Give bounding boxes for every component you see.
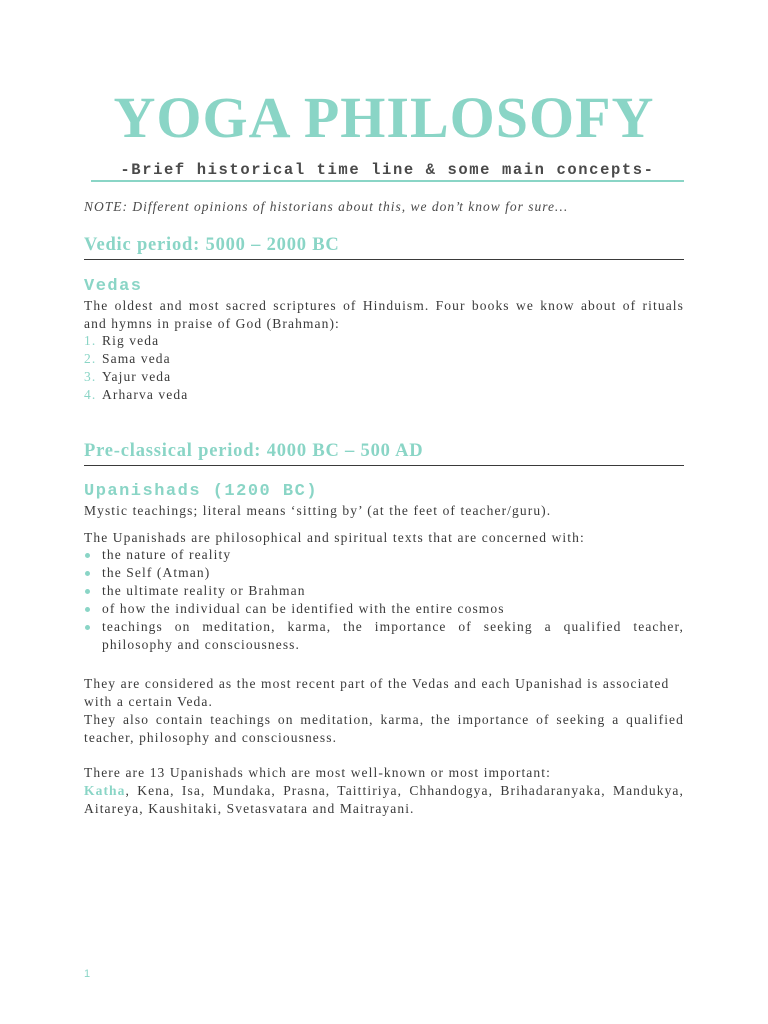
upanishads-names (84, 782, 684, 818)
upanishad-names-rest: , Kena, Isa, Mundaka, Prasna, Taittiriya, Chhandogya, Brihadaranyaka, Mandukya, Aitareya, Kaushitaki, Svetasvatara and Maitrayani. (84, 783, 684, 816)
document-page (84, 0, 684, 1024)
list-number: 1. (84, 333, 97, 348)
vedas-heading: Vedas (84, 277, 143, 296)
list-item-text: of how the individual can be identified with the entire cosmos (102, 601, 505, 616)
list-number: 4. (84, 387, 97, 402)
upanishads-concerns-list (84, 546, 684, 654)
upanishads-meaning: Mystic teachings; literal means ‘sitting by’ (at the feet of teacher/guru). (84, 503, 552, 518)
list-item-text: teachings on meditation, karma, the importance of seeking a qualified teacher, philosophy and consciousness. (102, 619, 684, 652)
bullet-dot (85, 553, 90, 558)
list-number: 2. (84, 351, 97, 366)
list-item (84, 582, 684, 600)
list-item-text: Yajur veda (102, 369, 172, 384)
bullet-dot (85, 625, 90, 630)
upanishads-recent-part: They are considered as the most recent part of the Vedas and each Upanishad is associated with a certain Veda. (84, 676, 670, 709)
list-item (84, 546, 684, 564)
list-item (84, 350, 684, 368)
list-item (84, 600, 684, 618)
vedic-period-heading: Vedic period: 5000 – 2000 BC (84, 233, 684, 260)
list-item-text: the Self (Atman) (102, 565, 211, 580)
list-item (84, 564, 684, 582)
upanishads-heading: Upanishads (1200 BC) (84, 482, 319, 501)
subtitle-underline (91, 180, 684, 182)
list-item-text: Sama veda (102, 351, 171, 366)
list-item (84, 386, 684, 404)
bullet-dot (85, 607, 90, 612)
document-title: YOGA PHILOSOFY (113, 85, 655, 150)
list-item-text: Rig veda (102, 333, 160, 348)
list-item-text: Arharva veda (102, 387, 189, 402)
document-subtitle: -Brief historical time line & some main concepts- (120, 161, 655, 179)
upanishad-katha: Katha (84, 783, 126, 798)
vedas-list (84, 332, 684, 404)
page-number: 1 (84, 968, 91, 980)
bullet-dot (85, 571, 90, 576)
list-item (84, 368, 684, 386)
vedas-intro: The oldest and most sacred scriptures of Hinduism. Four books we know about of rituals and hymns in praise of God (Brahman): (84, 298, 684, 331)
upanishads-concerns-intro: The Upanishads are philosophical and spiritual texts that are concerned with: (84, 530, 585, 545)
preclassical-period-heading: Pre-classical period: 4000 BC – 500 AD (84, 439, 684, 466)
upanishads-important-intro: There are 13 Upanishads which are most well-known or most important: (84, 765, 551, 780)
list-number: 3. (84, 369, 97, 384)
list-item-text: the ultimate reality or Brahman (102, 583, 306, 598)
list-item (84, 332, 684, 350)
upanishads-also-contain: They also contain teachings on meditation, karma, the importance of seeking a qualified teacher, philosophy and consciousness. (84, 712, 684, 745)
bullet-dot (85, 589, 90, 594)
list-item (84, 618, 684, 654)
historians-note: NOTE: Different opinions of historians about this, we don’t know for sure… (84, 199, 569, 214)
list-item-text: the nature of reality (102, 547, 232, 562)
